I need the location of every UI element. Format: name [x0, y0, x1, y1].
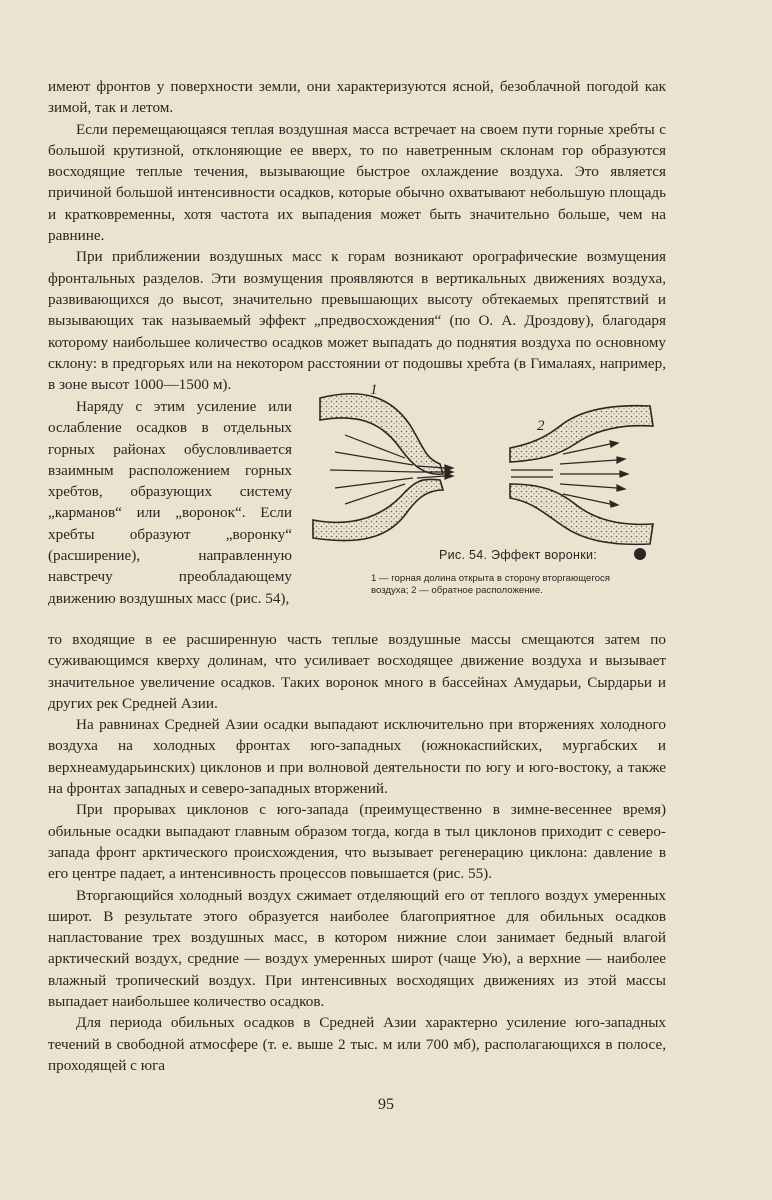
text-wrap-column: [48, 396, 292, 609]
text-block-bottom: [48, 629, 666, 1076]
figure-54: [305, 380, 670, 620]
paragraph: Если перемещающаяся теплая воздушная масса встречает на своем пути горные хребты с большой крутизной, отклоняющие ее вверх, то по наветренным склонам гор образуются восходящие теплые течения, вызывающие быстрое охлаждение воздуха. Это является причиной большой интенсивности осадков, которые обычно охватывают небольшую площадь и кратковременны, хотя частота их выпадения может быть значительно больше, чем на равнине.: [48, 120, 666, 245]
figure-label-2: 2: [537, 418, 545, 434]
figure-label-1: 1: [370, 382, 378, 398]
paragraph: Для периода обильных осадков в Средней Азии характерно усиление юго-западных течений в свободной атмосфере (т. е. выше 2 тыс. м или 700 мб), располагающихся в полосе, проходящей с юга: [48, 1014, 666, 1074]
figure-caption-note: 1 — горная долина открыта в сторону вторгающегося воздуха; 2 — обратное расположение.: [371, 573, 610, 596]
paragraph: При прорывах циклонов с юго-запада (преимущественно в зимне-весеннее время) обильные осадки выпадают главным образом тогда, когда в тыл циклонов приходит с северо-запада фронт арктического происхождения, что вызывает регенерацию циклона: давление в его центре падает, а интенсивность процессов повышается (рис. 55).: [48, 801, 666, 883]
paragraph: Вторгающийся холодный воздух сжимает отделяющий его от теплого воздух умеренных широт. В результате этого образуется наиболее благоприятное для обильных осадков напластование трех воздушных масс, в котором нижние слои занимает бедный влагой арктический воздух, средние — воздух умеренных широт (чаще Ую), а верхние — наиболее влажный тропический воздух. При интенсивных восходящих движениях из этой массы выпадает наибольшее количество осадков.: [48, 886, 666, 1011]
ridge-upper-1: [320, 394, 443, 475]
paragraph: На равнинах Средней Азии осадки выпадают исключительно при вторжениях холодного воздуха на холодных фронтах юго-западных (южнокаспийских, мургабских и верхнеамударьинских) циклонов и при волновой деятельности по югу и юго-востоку, а также на фронтах западных и северо-западных вторжений.: [48, 716, 666, 798]
text-block-top: [48, 76, 666, 395]
ridge-upper-2: [510, 406, 653, 462]
figure-caption: Рис. 54. Эффект воронки:: [438, 548, 598, 562]
ridge-lower-2: [510, 484, 653, 544]
paragraph: имеют фронтов у поверхности земли, они характеризуются ясной, безоблачной погодой как зимой, так и летом.: [48, 78, 666, 117]
paragraph: При приближении воздушных масс к горам возникают орографические возмущения фронтальных разделов. Эти возмущения проявляются в вертикальных движениях воздуха, развивающихся до высот, значительно превышающих высоту обтекаемых препятствий и вызывающих так называемый эффект „предвосхождения“ (по О. А. Дроздову), благодаря которому наибольшее количество осадков может выпадать до поднятия воздуха по основному склону: в предгорьях или на некотором расстоянии от подошвы хребта (в Гималаях, например, в зоне высот 1000—1500 м).: [48, 248, 666, 394]
ridge-lower-1: [313, 479, 443, 540]
paragraph: то входящие в ее расширенную часть теплые воздушные массы смещаются затем по суживающимся кверху долинам, что усиливает восходящее движение воздуха и вызывает значительное увеличение осадков. Таких воронок много в бассейнах Амударьи, Сырдарьи и других рек Средней Азии.: [48, 631, 666, 712]
page-number: 95: [378, 1096, 394, 1113]
paragraph: Наряду с этим усиление или ослабление осадков в отдельных горных районах обусловливается взаимным расположением горных хребтов, образующих систему „карманов“ или „воронок“. Если хребты образуют „воронку“ (расширение), направленную навстречу преобладающему движению воздушных масс (рис. 54),: [48, 398, 292, 607]
